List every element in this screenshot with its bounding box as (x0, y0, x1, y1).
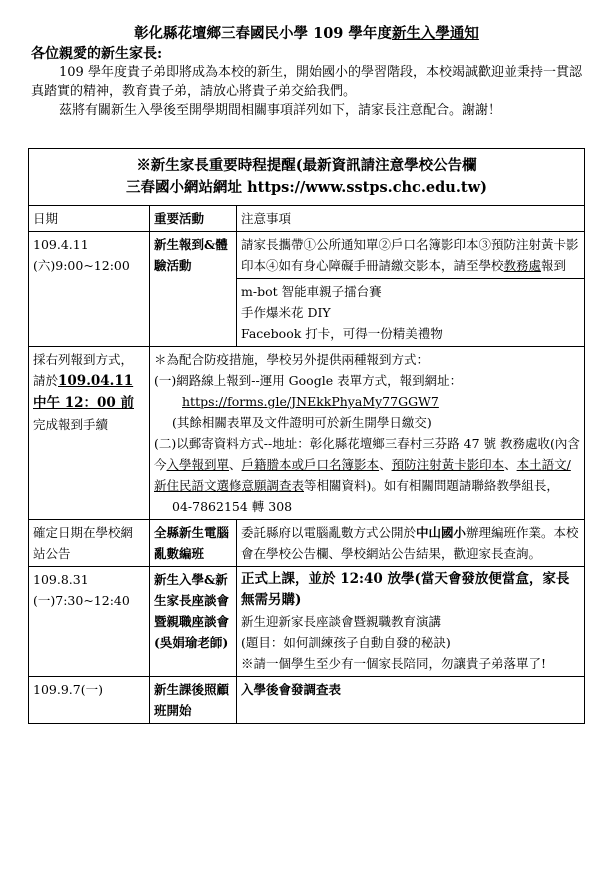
schedule-table (28, 148, 585, 724)
row2-deadline: 109.04.11 中午 12：00 前 (33, 373, 134, 411)
row2-line-3: (其餘相關表單及文件證明可於新生開學日繳交) (172, 415, 432, 430)
row1-note-checkin (237, 232, 584, 279)
row2-line-2: (一)網路線上報到--運用 Google 表單方式，報到網址： (154, 373, 463, 388)
row4-note-4: ※請一個學生至少有一個家長陪同，勿讓貴子弟落單了! (241, 656, 547, 671)
title-underlined: 新生入學通知 (391, 25, 479, 42)
row3-note-post: 辦理編班作業。本校會在學校公告欄、學校網站公告結果，歡迎家長查詢。 (241, 525, 579, 561)
row5-activity: 新生課後照顧班開始 (150, 677, 237, 724)
separator: 、 (229, 457, 242, 472)
intro-paragraph-1: 109 學年度貴子弟即將成為本校的新生，開始國小的學習階段，本校竭誠歡迎並秉持一貫認真踏實的精神，教育貴子弟，請放心將貴子弟交給我們。 (31, 65, 582, 99)
row4-activity: 新生入學&新生家長座談會暨親職座談會(吳娟瑜老師) (150, 567, 237, 677)
col-header-date: 日期 (29, 206, 150, 232)
row2-notes (150, 347, 585, 520)
row2-date (29, 347, 150, 520)
contact-phone: 04-7862154 轉 308 (172, 499, 293, 514)
row1-date: 109.4.11 (六)9:00~12:00 (29, 232, 150, 347)
row2-date-post: 完成報到手續 (33, 417, 109, 432)
doc-checkin-form: 入學報到單 (166, 457, 230, 472)
doc-household: 戶籍謄本或戶口名簿影本 (241, 457, 380, 472)
column-header-row (29, 206, 585, 232)
separator: 、 (379, 457, 392, 472)
table-header-row (29, 149, 585, 206)
table-header (29, 149, 585, 206)
row5-date: 109.9.7(一) (29, 677, 150, 724)
doc-language-survey: 本土語文/新住民語文選修意願調查表 (154, 457, 571, 493)
row2-line-1: ＊為配合防疫措施，學校另外提供兩種報到方式： (154, 352, 430, 367)
row4-note-2: 新生迎新家長座談會暨親職教育演講 (241, 614, 442, 629)
col-header-activity: 重要活動 (150, 206, 237, 232)
row3-date: 確定日期在學校網站公告 (29, 520, 150, 567)
document-title (0, 24, 613, 44)
col-header-notes: 注意事項 (237, 206, 585, 232)
greeting: 各位親愛的新生家長: (31, 46, 163, 62)
header-line-1: ※新生家長重要時程提醒(最新資訊請注意學校公告欄 (136, 157, 477, 174)
row5-notes: 入學後會發調查表 (237, 677, 585, 724)
activity-item: 手作爆米花 DIY (241, 305, 331, 320)
checkin-text: 請家長攜帶①公所通知單②戶口名簿影印本③預防注射黃卡影印本④如有身心障礙手冊請繳交影本，請至學校 (241, 237, 579, 273)
zhongshan-school: 中山國小 (416, 525, 467, 540)
activity-item: m-bot 智能車親子擂台賽 (241, 284, 382, 299)
google-form-link[interactable]: https://forms.gle/JNEkkPhyaMy77GGW7 (182, 394, 439, 409)
table-row (29, 567, 585, 677)
row1-notes (237, 232, 585, 347)
header-line-2: 三春國小網站網址 https://www.sstps.chc.edu.tw) (126, 179, 487, 196)
academic-affairs-office: 教務處 (503, 258, 542, 273)
activity-item: Facebook 打卡，可得一份精美禮物 (241, 326, 443, 341)
mail-address: (二)以郵寄資料方式--地址：彰化縣花壇鄉三春村三芬路 47 號 教務處收(內含今 (154, 436, 580, 472)
row3-activity: 全縣新生電腦亂數編班 (150, 520, 237, 567)
row4-note-3: (題目：如何訓練孩子自動自發的秘訣) (241, 635, 451, 650)
doc-vaccine-card: 預防注射黃卡影印本 (391, 457, 505, 472)
table-row (29, 232, 585, 347)
intro-paragraph-2: 茲將有關新生入學後至開學期間相關事項詳列如下，請家長注意配合。謝謝！ (59, 103, 502, 118)
table-row (29, 347, 585, 520)
row2-date-pre: 採右列報到方式，請於 (33, 352, 134, 388)
row4-note-bold: 正式上課，並於 12:40 放學(當天會發放便當盒，家長無需另購) (241, 571, 570, 608)
table-row (29, 520, 585, 567)
row4-date: 109.8.31 (一)7:30~12:40 (29, 567, 150, 677)
separator: 、 (504, 457, 517, 472)
row1-note-activities (237, 279, 584, 346)
row4-notes (237, 567, 585, 677)
row3-note-pre: 委託縣府以電腦亂數方式公開於 (241, 525, 417, 540)
mail-contact: 等相關資料)。如有相關問題請聯絡教學組長， (304, 478, 559, 493)
checkin-text-end: 報到 (541, 258, 567, 273)
table-row (29, 677, 585, 724)
row2-line-4 (154, 433, 580, 496)
row1-activity: 新生報到&體驗活動 (150, 232, 237, 347)
title-text: 彰化縣花壇鄉三春國民小學 109 學年度 (134, 25, 392, 42)
intro-paragraphs (31, 63, 591, 120)
row3-notes (237, 520, 585, 567)
